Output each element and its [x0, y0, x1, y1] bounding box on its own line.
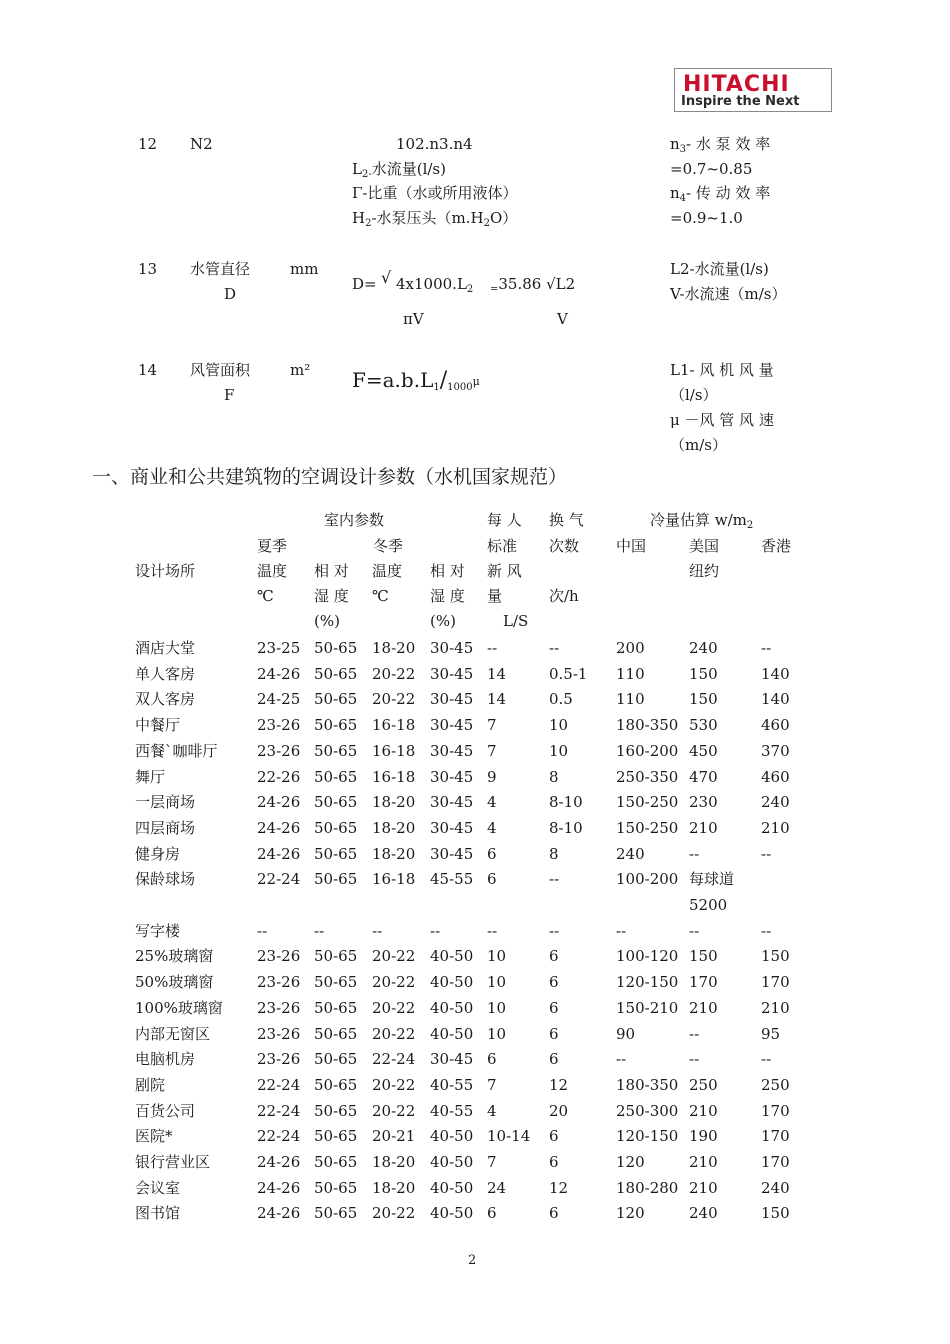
cell-fresh-air: 6 [487, 845, 497, 863]
cell-hk: 460 [761, 716, 790, 734]
cell-usa: 210 [689, 819, 718, 837]
cell-air-change: 20 [549, 1102, 569, 1120]
cell-usa: 240 [689, 1204, 718, 1222]
cell-summer-temp: 23-26 [257, 999, 301, 1017]
cell-air-change: 0.5 [549, 690, 573, 708]
row-number: 12 [138, 135, 158, 153]
header-ls: L/S [503, 612, 529, 630]
cell-usa: 240 [689, 639, 718, 657]
cell-place: 保龄球场 [135, 870, 196, 888]
logo-tagline: Inspire the Next [681, 94, 800, 109]
cell-place: 百货公司 [135, 1102, 196, 1120]
cell-place: 25%玻璃窗 [135, 947, 214, 965]
header-air-change: 换 气 [549, 511, 584, 529]
cell-place: 西餐`咖啡厅 [135, 742, 218, 760]
cell-usa: 210 [689, 999, 718, 1017]
cell-hk: -- [761, 1050, 772, 1068]
header-hk: 香港 [761, 537, 792, 555]
cell-winter-rh: 40-50 [430, 947, 474, 965]
cell-winter-rh: 30-45 [430, 639, 474, 657]
cell-summer-temp: 24-26 [257, 1204, 301, 1222]
cell-air-change: 8 [549, 845, 559, 863]
header-per-person: 每 人 [487, 511, 522, 529]
cell-usa: 190 [689, 1127, 718, 1145]
cell-usa: 210 [689, 1179, 718, 1197]
cell-usa: 5200 [689, 896, 728, 914]
cell-air-change: 6 [549, 1127, 559, 1145]
cell-china: 100-200 [616, 870, 679, 888]
cell-winter-temp: 20-22 [372, 690, 416, 708]
cell-winter-temp: 20-22 [372, 665, 416, 683]
cell-summer-temp: 24-25 [257, 690, 301, 708]
formula-left: D= [352, 275, 377, 293]
header-temp-winter: 温度 [372, 562, 403, 580]
cell-fresh-air: 10 [487, 999, 507, 1017]
cell-summer-rh: 50-65 [314, 742, 358, 760]
formula-right: $_=$35.86 √L2 [490, 275, 576, 295]
cell-fresh-air: 24 [487, 1179, 507, 1197]
cell-china: 110 [616, 665, 645, 683]
cell-summer-rh: 50-65 [314, 768, 358, 786]
note-n4: $n_4-$ 传 动 效 率 [670, 184, 771, 204]
cell-air-change: 12 [549, 1179, 569, 1197]
logo-name: HITACHI [683, 72, 790, 97]
cell-winter-rh: 30-45 [430, 845, 474, 863]
cell-summer-rh: 50-65 [314, 665, 358, 683]
cell-fresh-air: 10 [487, 1025, 507, 1043]
cell-winter-rh: 45-55 [430, 870, 474, 888]
header-rh-winter: 相 对 [430, 562, 465, 580]
cell-summer-rh: 50-65 [314, 973, 358, 991]
formula-numerator: $4x1000.L_2$ [396, 275, 474, 295]
cell-summer-rh: 50-65 [314, 716, 358, 734]
cell-air-change: 6 [549, 1050, 559, 1068]
note-n3-value: =0.7~0.85 [670, 160, 753, 178]
cell-summer-rh: 50-65 [314, 1025, 358, 1043]
header-new-york: 纽约 [689, 562, 720, 580]
cell-air-change: -- [549, 870, 560, 888]
cell-usa: -- [689, 845, 700, 863]
cell-hk: 95 [761, 1025, 781, 1043]
header-standard: 标准 [487, 537, 518, 555]
row-name: 风管面积 [190, 361, 251, 379]
cell-summer-rh: -- [314, 922, 325, 940]
cell-place: 双人客房 [135, 690, 196, 708]
cell-place: 单人客房 [135, 665, 196, 683]
cell-china: 180-280 [616, 1179, 679, 1197]
cell-summer-temp: 22-24 [257, 1102, 301, 1120]
sqrt-icon: √ [381, 268, 392, 287]
cell-place: 医院* [135, 1127, 173, 1145]
formula-area: $F=a.b.L_1/_{1000}\mu$ [352, 368, 480, 393]
var-h2: $H_2-$水泵压头$(m.H_2O)$ [352, 209, 518, 229]
header-pct-winter: (%) [430, 612, 456, 630]
cell-summer-rh: 50-65 [314, 1127, 358, 1145]
cell-fresh-air: 4 [487, 1102, 497, 1120]
cell-winter-rh: 30-45 [430, 716, 474, 734]
cell-winter-rh: 40-50 [430, 1127, 474, 1145]
cell-summer-rh: 50-65 [314, 793, 358, 811]
cell-winter-temp: 18-20 [372, 793, 416, 811]
cell-summer-rh: 50-65 [314, 870, 358, 888]
cell-summer-rh: 50-65 [314, 1102, 358, 1120]
cell-place: 一层商场 [135, 793, 196, 811]
cell-winter-rh: 40-55 [430, 1102, 474, 1120]
cell-summer-temp: 24-26 [257, 819, 301, 837]
cell-fresh-air: 6 [487, 870, 497, 888]
cell-place: 健身房 [135, 845, 181, 863]
cell-place: 剧院 [135, 1076, 166, 1094]
cell-usa: 每球道 [689, 870, 735, 888]
cell-china: 150-210 [616, 999, 679, 1017]
cell-summer-rh: 50-65 [314, 1153, 358, 1171]
cell-fresh-air: 4 [487, 819, 497, 837]
cell-winter-rh: 30-45 [430, 819, 474, 837]
header-winter: 冬季 [373, 537, 404, 555]
cell-winter-temp: 18-20 [372, 845, 416, 863]
cell-usa: 250 [689, 1076, 718, 1094]
cell-air-change: 12 [549, 1076, 569, 1094]
cell-summer-temp: 22-26 [257, 768, 301, 786]
cell-winter-temp: 20-22 [372, 1076, 416, 1094]
cell-winter-temp: 20-22 [372, 999, 416, 1017]
cell-air-change: 6 [549, 973, 559, 991]
header-cooling: 冷量估算 $w/m_2$ [650, 511, 754, 531]
note-n3: $n_3-$ 水 泵 效 率 [670, 135, 771, 155]
cell-usa: 470 [689, 768, 718, 786]
cell-usa: 530 [689, 716, 718, 734]
cell-winter-rh: 40-50 [430, 973, 474, 991]
header-per-hour: 次/h [549, 587, 579, 605]
row-number: 13 [138, 260, 158, 278]
cell-winter-temp: 16-18 [372, 742, 416, 760]
cell-winter-temp: 16-18 [372, 768, 416, 786]
note-line: （l/s） [670, 386, 718, 404]
row-number: 14 [138, 361, 158, 379]
cell-fresh-air: 6 [487, 1204, 497, 1222]
header-indoor: 室内参数 [324, 511, 385, 529]
cell-air-change: 8 [549, 768, 559, 786]
cell-china: 180-350 [616, 1076, 679, 1094]
cell-winter-rh: 40-50 [430, 1204, 474, 1222]
header-temp-summer: 温度 [257, 562, 288, 580]
cell-usa: -- [689, 1025, 700, 1043]
header-usa: 美国 [689, 537, 720, 555]
cell-air-change: 6 [549, 1025, 559, 1043]
cell-air-change: 6 [549, 999, 559, 1017]
cell-hk: -- [761, 845, 772, 863]
section-title: 一、商业和公共建筑物的空调设计参数（水机国家规范） [92, 466, 568, 488]
cell-winter-rh: 30-45 [430, 742, 474, 760]
cell-usa: 210 [689, 1153, 718, 1171]
cell-winter-temp: 22-24 [372, 1050, 416, 1068]
cell-winter-temp: 18-20 [372, 819, 416, 837]
cell-china: 180-350 [616, 716, 679, 734]
cell-summer-rh: 50-65 [314, 639, 358, 657]
row-symbol: D [224, 285, 237, 303]
cell-place: 四层商场 [135, 819, 196, 837]
cell-place: 会议室 [135, 1179, 181, 1197]
cell-air-change: -- [549, 922, 560, 940]
cell-summer-temp: -- [257, 922, 268, 940]
cell-winter-temp: 20-22 [372, 947, 416, 965]
cell-hk: -- [761, 639, 772, 657]
cell-usa: 230 [689, 793, 718, 811]
cell-winter-rh: 40-50 [430, 1025, 474, 1043]
cell-winter-rh: 30-45 [430, 690, 474, 708]
cell-summer-rh: 50-65 [314, 690, 358, 708]
cell-fresh-air: 7 [487, 716, 497, 734]
note-line: L2-水流量(l/s) [670, 260, 769, 278]
var-gamma: Γ-比重（水或所用液体） [352, 184, 518, 202]
cell-air-change: 8-10 [549, 793, 583, 811]
cell-summer-temp: 23-26 [257, 947, 301, 965]
cell-winter-rh: 30-45 [430, 793, 474, 811]
cell-hk: 140 [761, 665, 790, 683]
cell-winter-temp: 16-18 [372, 870, 416, 888]
cell-summer-rh: 50-65 [314, 999, 358, 1017]
header-humidity-summer: 湿 度 [314, 587, 349, 605]
header-summer: 夏季 [257, 537, 288, 555]
cell-winter-temp: 18-20 [372, 639, 416, 657]
cell-summer-temp: 23-26 [257, 742, 301, 760]
cell-usa: 150 [689, 665, 718, 683]
cell-winter-rh: 40-50 [430, 1153, 474, 1171]
cell-hk: 240 [761, 1179, 790, 1197]
cell-winter-rh: 30-45 [430, 1050, 474, 1068]
cell-winter-rh: 30-45 [430, 768, 474, 786]
cell-winter-temp: 18-20 [372, 1153, 416, 1171]
var-l2: $L_{2-}$水流量(l/s) [352, 160, 446, 180]
cell-hk: 210 [761, 819, 790, 837]
cell-fresh-air: 7 [487, 1153, 497, 1171]
formula-denominator: πV [403, 310, 424, 328]
cell-place: 银行营业区 [135, 1153, 211, 1171]
cell-place: 舞厅 [135, 768, 166, 786]
cell-winter-rh: -- [430, 922, 441, 940]
cell-winter-rh: 30-45 [430, 665, 474, 683]
cell-summer-temp: 24-26 [257, 845, 301, 863]
cell-hk: 170 [761, 973, 790, 991]
cell-summer-rh: 50-65 [314, 819, 358, 837]
cell-china: 120 [616, 1204, 645, 1222]
header-deg-winter: ℃ [372, 587, 389, 605]
cell-fresh-air: -- [487, 639, 498, 657]
cell-fresh-air: 14 [487, 690, 507, 708]
cell-summer-temp: 23-26 [257, 716, 301, 734]
cell-summer-temp: 24-26 [257, 1179, 301, 1197]
cell-hk: 240 [761, 793, 790, 811]
cell-usa: 150 [689, 947, 718, 965]
cell-hk: 250 [761, 1076, 790, 1094]
cell-hk: 150 [761, 1204, 790, 1222]
cell-usa: -- [689, 1050, 700, 1068]
cell-winter-temp: 20-21 [372, 1127, 416, 1145]
cell-hk: 150 [761, 947, 790, 965]
cell-fresh-air: 10 [487, 947, 507, 965]
note-line: μ －风 管 风 速 [670, 411, 774, 429]
cell-hk: 210 [761, 999, 790, 1017]
note-n4-value: =0.9~1.0 [670, 209, 743, 227]
cell-air-change: 8-10 [549, 819, 583, 837]
page-number: 2 [468, 1253, 477, 1268]
cell-place: 100%玻璃窗 [135, 999, 223, 1017]
note-line: L1- 风 机 风 量 [670, 361, 774, 379]
cell-china: 110 [616, 690, 645, 708]
cell-winter-temp: 20-22 [372, 1204, 416, 1222]
cell-air-change: 10 [549, 742, 569, 760]
cell-china: 120 [616, 1153, 645, 1171]
hitachi-logo [674, 68, 832, 112]
row-name: 水管直径 [190, 260, 251, 278]
cell-fresh-air: 10 [487, 973, 507, 991]
header-china: 中国 [616, 537, 647, 555]
cell-summer-temp: 23-26 [257, 973, 301, 991]
cell-winter-temp: 20-22 [372, 973, 416, 991]
cell-winter-rh: 40-50 [430, 999, 474, 1017]
cell-hk: 170 [761, 1153, 790, 1171]
header-quantity: 量 [487, 587, 503, 605]
cell-place: 酒店大堂 [135, 639, 196, 657]
note-line: （m/s） [670, 436, 727, 454]
cell-summer-temp: 22-24 [257, 870, 301, 888]
cell-place: 内部无窗区 [135, 1025, 211, 1043]
formula-top: 102.n3.n4 [396, 135, 473, 153]
cell-fresh-air: 6 [487, 1050, 497, 1068]
cell-winter-temp: 16-18 [372, 716, 416, 734]
row-name: N2 [190, 135, 213, 153]
cell-china: 100-120 [616, 947, 679, 965]
cell-summer-temp: 22-24 [257, 1076, 301, 1094]
cell-summer-rh: 50-65 [314, 1179, 358, 1197]
cell-summer-rh: 50-65 [314, 845, 358, 863]
cell-hk: 460 [761, 768, 790, 786]
header-humidity-winter: 湿 度 [430, 587, 465, 605]
cell-air-change: 6 [549, 1153, 559, 1171]
cell-summer-rh: 50-65 [314, 947, 358, 965]
cell-summer-rh: 50-65 [314, 1076, 358, 1094]
cell-winter-rh: 40-55 [430, 1076, 474, 1094]
cell-china: 150-250 [616, 819, 679, 837]
cell-winter-temp: -- [372, 922, 383, 940]
cell-hk: 170 [761, 1127, 790, 1145]
cell-usa: 170 [689, 973, 718, 991]
cell-china: 120-150 [616, 1127, 679, 1145]
cell-china: 90 [616, 1025, 636, 1043]
cell-usa: 210 [689, 1102, 718, 1120]
header-pct-summer: (%) [314, 612, 340, 630]
cell-fresh-air: 14 [487, 665, 507, 683]
cell-winter-temp: 20-22 [372, 1025, 416, 1043]
cell-china: -- [616, 1050, 627, 1068]
cell-winter-temp: 18-20 [372, 1179, 416, 1197]
cell-place: 中餐厅 [135, 716, 181, 734]
row-unit: m² [290, 361, 311, 379]
cell-summer-temp: 22-24 [257, 1127, 301, 1145]
cell-hk: -- [761, 922, 772, 940]
cell-china: 200 [616, 639, 645, 657]
header-times: 次数 [549, 537, 580, 555]
cell-air-change: 6 [549, 1204, 559, 1222]
cell-fresh-air: 4 [487, 793, 497, 811]
cell-air-change: -- [549, 639, 560, 657]
cell-usa: -- [689, 922, 700, 940]
cell-place: 电脑机房 [135, 1050, 196, 1068]
cell-summer-temp: 23-26 [257, 1025, 301, 1043]
note-line: V-水流速（m/s） [670, 285, 787, 303]
cell-place: 图书馆 [135, 1204, 181, 1222]
cell-summer-rh: 50-65 [314, 1050, 358, 1068]
cell-summer-temp: 24-26 [257, 1153, 301, 1171]
cell-fresh-air: 7 [487, 1076, 497, 1094]
row-symbol: F [224, 386, 235, 404]
cell-china: 120-150 [616, 973, 679, 991]
cell-china: -- [616, 922, 627, 940]
cell-place: 写字楼 [135, 922, 181, 940]
cell-fresh-air: 7 [487, 742, 497, 760]
header-rh-summer: 相 对 [314, 562, 349, 580]
cell-air-change: 6 [549, 947, 559, 965]
cell-winter-temp: 20-22 [372, 1102, 416, 1120]
cell-usa: 450 [689, 742, 718, 760]
formula-denominator-right: V [557, 310, 568, 328]
cell-hk: 370 [761, 742, 790, 760]
cell-fresh-air: -- [487, 922, 498, 940]
cell-winter-rh: 40-50 [430, 1179, 474, 1197]
cell-china: 150-250 [616, 793, 679, 811]
cell-summer-temp: 23-25 [257, 639, 301, 657]
cell-china: 250-350 [616, 768, 679, 786]
cell-fresh-air: 9 [487, 768, 497, 786]
cell-china: 240 [616, 845, 645, 863]
cell-summer-temp: 23-26 [257, 1050, 301, 1068]
cell-usa: 150 [689, 690, 718, 708]
cell-hk: 140 [761, 690, 790, 708]
cell-china: 250-300 [616, 1102, 679, 1120]
cell-summer-temp: 24-26 [257, 793, 301, 811]
header-fresh-air: 新 风 [487, 562, 522, 580]
cell-fresh-air: 10-14 [487, 1127, 531, 1145]
header-deg-summer: ℃ [257, 587, 274, 605]
cell-air-change: 10 [549, 716, 569, 734]
cell-summer-rh: 50-65 [314, 1204, 358, 1222]
cell-hk: 170 [761, 1102, 790, 1120]
cell-summer-temp: 24-26 [257, 665, 301, 683]
row-unit: mm [290, 260, 319, 278]
cell-china: 160-200 [616, 742, 679, 760]
cell-place: 50%玻璃窗 [135, 973, 214, 991]
cell-air-change: 0.5-1 [549, 665, 588, 683]
header-place: 设计场所 [135, 562, 196, 580]
